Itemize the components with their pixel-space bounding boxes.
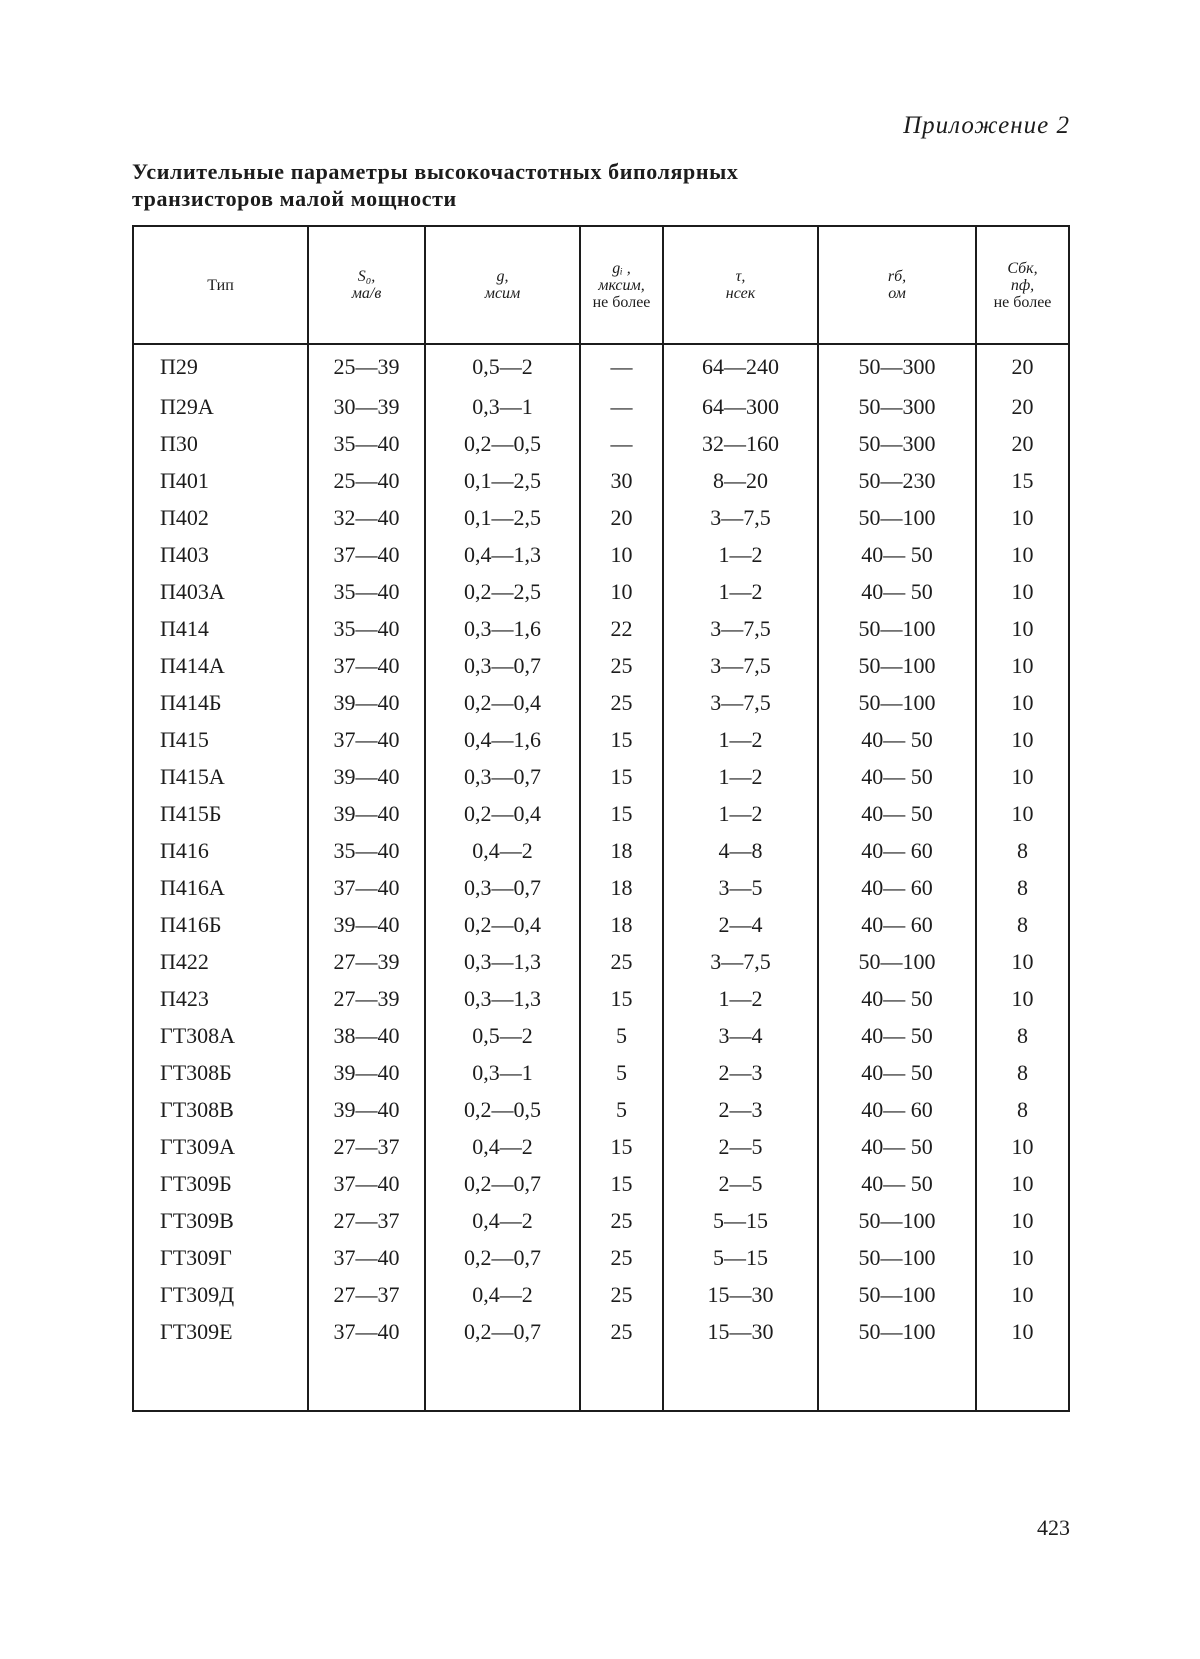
cell-g: 0,1—2,5 bbox=[425, 462, 580, 499]
cell-s0: 39—40 bbox=[308, 1091, 425, 1128]
cell-tau: 4—8 bbox=[663, 832, 818, 869]
cell-cbk: 8 bbox=[976, 906, 1069, 943]
col-header-tau bbox=[663, 226, 818, 344]
col-header-gi-unit: мксим, bbox=[598, 276, 645, 294]
cell-gi: 15 bbox=[580, 758, 663, 795]
cell-tau: 2—3 bbox=[663, 1054, 818, 1091]
col-header-rb-symbol: rб, bbox=[887, 268, 907, 285]
col-header-gi-note: не более bbox=[592, 293, 651, 311]
cell-rb: 50—100 bbox=[818, 647, 976, 684]
cell-cbk: 10 bbox=[976, 758, 1069, 795]
cell-type: П416Б bbox=[133, 906, 308, 943]
col-header-g bbox=[425, 226, 580, 344]
cell-gi: 10 bbox=[580, 573, 663, 610]
cell-g: 0,2—2,5 bbox=[425, 573, 580, 610]
cell-gi: 25 bbox=[580, 1239, 663, 1276]
cell-cbk: 8 bbox=[976, 1091, 1069, 1128]
cell-tau: 3—5 bbox=[663, 869, 818, 906]
cell-s0: 27—39 bbox=[308, 980, 425, 1017]
caption-line-2: транзисторов малой мощности bbox=[132, 186, 457, 211]
col-header-rb bbox=[818, 226, 976, 344]
cell-type: ГТ309Г bbox=[133, 1239, 308, 1276]
cell-rb: 40— 50 bbox=[818, 1017, 976, 1054]
cell-rb: 40— 50 bbox=[818, 536, 976, 573]
cell-type: П422 bbox=[133, 943, 308, 980]
cell-cbk: 10 bbox=[976, 943, 1069, 980]
cell-gi: 15 bbox=[580, 1128, 663, 1165]
col-header-type-label: Тип bbox=[207, 276, 234, 294]
table-row bbox=[133, 869, 1069, 906]
table-row bbox=[133, 610, 1069, 647]
table-row bbox=[133, 1239, 1069, 1276]
cell-gi: 22 bbox=[580, 610, 663, 647]
cell-type: ГТ308А bbox=[133, 1017, 308, 1054]
cell-cbk: 10 bbox=[976, 684, 1069, 721]
caption-line-1: Усилительные параметры высокочастотных биполярных bbox=[132, 159, 739, 184]
cell-cbk: 10 bbox=[976, 610, 1069, 647]
table-row bbox=[133, 344, 1069, 388]
cell-type: П414 bbox=[133, 610, 308, 647]
table-tail-row bbox=[133, 1350, 1069, 1411]
cell-type: П29А bbox=[133, 388, 308, 425]
cell-s0: 25—40 bbox=[308, 462, 425, 499]
cell-rb: 40— 50 bbox=[818, 1128, 976, 1165]
cell-tau: 8—20 bbox=[663, 462, 818, 499]
cell-rb: 50—300 bbox=[818, 425, 976, 462]
cell-rb: 40— 60 bbox=[818, 1091, 976, 1128]
cell-type: П415 bbox=[133, 721, 308, 758]
tail-cell bbox=[580, 1350, 663, 1411]
cell-s0: 35—40 bbox=[308, 573, 425, 610]
cell-gi: 18 bbox=[580, 832, 663, 869]
cell-rb: 50—100 bbox=[818, 1239, 976, 1276]
header-row bbox=[133, 226, 1069, 344]
col-header-s0 bbox=[308, 226, 425, 344]
cell-s0: 27—39 bbox=[308, 943, 425, 980]
cell-gi: 25 bbox=[580, 1202, 663, 1239]
cell-s0: 35—40 bbox=[308, 610, 425, 647]
table-row bbox=[133, 1128, 1069, 1165]
cell-s0: 37—40 bbox=[308, 536, 425, 573]
cell-s0: 39—40 bbox=[308, 684, 425, 721]
cell-gi: 5 bbox=[580, 1054, 663, 1091]
table-row bbox=[133, 1017, 1069, 1054]
col-header-g-symbol: g, bbox=[496, 268, 509, 285]
cell-g: 0,2—0,5 bbox=[425, 1091, 580, 1128]
cell-cbk: 10 bbox=[976, 573, 1069, 610]
col-header-cbk-note: не более bbox=[993, 293, 1052, 311]
cell-tau: 3—7,5 bbox=[663, 943, 818, 980]
cell-s0: 38—40 bbox=[308, 1017, 425, 1054]
cell-g: 0,5—2 bbox=[425, 1017, 580, 1054]
cell-tau: 1—2 bbox=[663, 758, 818, 795]
cell-rb: 40— 50 bbox=[818, 758, 976, 795]
cell-rb: 40— 50 bbox=[818, 1054, 976, 1091]
cell-cbk: 20 bbox=[976, 344, 1069, 388]
cell-cbk: 20 bbox=[976, 425, 1069, 462]
cell-type: П414Б bbox=[133, 684, 308, 721]
table-row bbox=[133, 573, 1069, 610]
col-header-gi bbox=[580, 226, 663, 344]
cell-cbk: 10 bbox=[976, 980, 1069, 1017]
cell-cbk: 15 bbox=[976, 462, 1069, 499]
col-header-tau-unit: нсек bbox=[725, 285, 756, 302]
cell-type: П414А bbox=[133, 647, 308, 684]
cell-cbk: 8 bbox=[976, 832, 1069, 869]
cell-gi: 25 bbox=[580, 1313, 663, 1350]
table-row bbox=[133, 1313, 1069, 1350]
cell-g: 0,1—2,5 bbox=[425, 499, 580, 536]
cell-cbk: 10 bbox=[976, 1165, 1069, 1202]
cell-tau: 1—2 bbox=[663, 536, 818, 573]
cell-type: П402 bbox=[133, 499, 308, 536]
cell-g: 0,3—1,6 bbox=[425, 610, 580, 647]
tail-cell bbox=[308, 1350, 425, 1411]
col-header-tau-symbol: τ, bbox=[735, 268, 746, 285]
cell-type: П403А bbox=[133, 573, 308, 610]
cell-type: ГТ309Б bbox=[133, 1165, 308, 1202]
cell-type: ГТ309Д bbox=[133, 1276, 308, 1313]
table-row bbox=[133, 795, 1069, 832]
cell-type: П403 bbox=[133, 536, 308, 573]
cell-rb: 40— 60 bbox=[818, 832, 976, 869]
cell-cbk: 8 bbox=[976, 1017, 1069, 1054]
cell-tau: 3—7,5 bbox=[663, 499, 818, 536]
cell-s0: 37—40 bbox=[308, 1165, 425, 1202]
cell-cbk: 8 bbox=[976, 869, 1069, 906]
cell-g: 0,4—2 bbox=[425, 1276, 580, 1313]
cell-tau: 2—5 bbox=[663, 1165, 818, 1202]
table-caption bbox=[132, 158, 852, 212]
cell-gi: 15 bbox=[580, 1165, 663, 1202]
cell-g: 0,2—0,7 bbox=[425, 1313, 580, 1350]
cell-type: П423 bbox=[133, 980, 308, 1017]
table-row bbox=[133, 684, 1069, 721]
cell-g: 0,3—0,7 bbox=[425, 758, 580, 795]
tail-cell bbox=[133, 1350, 308, 1411]
table-row bbox=[133, 1165, 1069, 1202]
cell-tau: 15—30 bbox=[663, 1313, 818, 1350]
tail-cell bbox=[663, 1350, 818, 1411]
cell-tau: 1—2 bbox=[663, 573, 818, 610]
cell-type: ГТ309Е bbox=[133, 1313, 308, 1350]
cell-cbk: 10 bbox=[976, 647, 1069, 684]
col-header-g-unit: мсим bbox=[484, 285, 521, 302]
cell-tau: 15—30 bbox=[663, 1276, 818, 1313]
table-row bbox=[133, 536, 1069, 573]
cell-rb: 50—300 bbox=[818, 344, 976, 388]
table-row bbox=[133, 980, 1069, 1017]
table-row bbox=[133, 721, 1069, 758]
cell-type: ГТ308В bbox=[133, 1091, 308, 1128]
cell-s0: 39—40 bbox=[308, 906, 425, 943]
cell-g: 0,5—2 bbox=[425, 344, 580, 388]
cell-gi: 15 bbox=[580, 795, 663, 832]
cell-gi: 25 bbox=[580, 943, 663, 980]
cell-cbk: 10 bbox=[976, 1276, 1069, 1313]
cell-type: ГТ309В bbox=[133, 1202, 308, 1239]
cell-s0: 27—37 bbox=[308, 1128, 425, 1165]
cell-s0: 37—40 bbox=[308, 647, 425, 684]
cell-g: 0,4—1,3 bbox=[425, 536, 580, 573]
cell-g: 0,2—0,4 bbox=[425, 684, 580, 721]
cell-tau: 5—15 bbox=[663, 1239, 818, 1276]
table-row bbox=[133, 906, 1069, 943]
col-header-type bbox=[133, 226, 308, 344]
cell-cbk: 10 bbox=[976, 1239, 1069, 1276]
cell-cbk: 8 bbox=[976, 1054, 1069, 1091]
cell-cbk: 10 bbox=[976, 795, 1069, 832]
cell-gi: 25 bbox=[580, 1276, 663, 1313]
cell-tau: 5—15 bbox=[663, 1202, 818, 1239]
cell-type: П415А bbox=[133, 758, 308, 795]
cell-gi: 20 bbox=[580, 499, 663, 536]
cell-type: П401 bbox=[133, 462, 308, 499]
table-row bbox=[133, 647, 1069, 684]
table-row bbox=[133, 832, 1069, 869]
cell-tau: 1—2 bbox=[663, 721, 818, 758]
cell-tau: 2—4 bbox=[663, 906, 818, 943]
col-header-cbk-symbol: Cбк, bbox=[1007, 259, 1038, 277]
cell-gi: 5 bbox=[580, 1017, 663, 1054]
cell-gi: 10 bbox=[580, 536, 663, 573]
tail-cell bbox=[818, 1350, 976, 1411]
cell-gi: 18 bbox=[580, 906, 663, 943]
cell-gi: 5 bbox=[580, 1091, 663, 1128]
parameters-table bbox=[132, 225, 1070, 1412]
col-header-cbk bbox=[976, 226, 1069, 344]
cell-type: П30 bbox=[133, 425, 308, 462]
cell-type: П416 bbox=[133, 832, 308, 869]
table-body bbox=[133, 344, 1069, 1411]
cell-tau: 3—7,5 bbox=[663, 647, 818, 684]
cell-rb: 50—100 bbox=[818, 1276, 976, 1313]
cell-tau: 3—4 bbox=[663, 1017, 818, 1054]
cell-g: 0,2—0,7 bbox=[425, 1165, 580, 1202]
cell-s0: 27—37 bbox=[308, 1202, 425, 1239]
col-header-s0-symbol: S₀, bbox=[357, 268, 376, 285]
cell-rb: 40— 50 bbox=[818, 795, 976, 832]
cell-gi: 25 bbox=[580, 647, 663, 684]
cell-gi: — bbox=[580, 425, 663, 462]
cell-tau: 1—2 bbox=[663, 795, 818, 832]
cell-s0: 25—39 bbox=[308, 344, 425, 388]
table-row bbox=[133, 1054, 1069, 1091]
cell-g: 0,3—0,7 bbox=[425, 647, 580, 684]
cell-rb: 40— 50 bbox=[818, 1165, 976, 1202]
cell-type: ГТ308Б bbox=[133, 1054, 308, 1091]
cell-cbk: 10 bbox=[976, 1313, 1069, 1350]
cell-g: 0,3—1,3 bbox=[425, 980, 580, 1017]
cell-gi: 15 bbox=[580, 721, 663, 758]
cell-g: 0,4—2 bbox=[425, 1202, 580, 1239]
cell-s0: 35—40 bbox=[308, 425, 425, 462]
cell-g: 0,3—1,3 bbox=[425, 943, 580, 980]
page-number: 423 bbox=[1037, 1515, 1070, 1540]
cell-cbk: 10 bbox=[976, 1202, 1069, 1239]
cell-g: 0,2—0,5 bbox=[425, 425, 580, 462]
cell-g: 0,4—2 bbox=[425, 1128, 580, 1165]
cell-s0: 30—39 bbox=[308, 388, 425, 425]
cell-s0: 37—40 bbox=[308, 721, 425, 758]
cell-tau: 2—3 bbox=[663, 1091, 818, 1128]
cell-tau: 3—7,5 bbox=[663, 610, 818, 647]
cell-cbk: 10 bbox=[976, 536, 1069, 573]
cell-rb: 50—100 bbox=[818, 684, 976, 721]
table-row bbox=[133, 499, 1069, 536]
cell-s0: 27—37 bbox=[308, 1276, 425, 1313]
cell-s0: 32—40 bbox=[308, 499, 425, 536]
table-row bbox=[133, 425, 1069, 462]
tail-cell bbox=[976, 1350, 1069, 1411]
cell-g: 0,3—1 bbox=[425, 1054, 580, 1091]
table-row bbox=[133, 1091, 1069, 1128]
table-row bbox=[133, 462, 1069, 499]
table-row bbox=[133, 1202, 1069, 1239]
cell-tau: 32—160 bbox=[663, 425, 818, 462]
cell-tau: 64—300 bbox=[663, 388, 818, 425]
cell-type: П416А bbox=[133, 869, 308, 906]
cell-rb: 50—100 bbox=[818, 1313, 976, 1350]
cell-g: 0,4—1,6 bbox=[425, 721, 580, 758]
cell-rb: 40— 50 bbox=[818, 721, 976, 758]
cell-s0: 37—40 bbox=[308, 1239, 425, 1276]
col-header-s0-unit: ма/в bbox=[351, 285, 382, 302]
cell-gi: 18 bbox=[580, 869, 663, 906]
cell-tau: 1—2 bbox=[663, 980, 818, 1017]
cell-rb: 40— 50 bbox=[818, 980, 976, 1017]
cell-gi: — bbox=[580, 388, 663, 425]
cell-gi: 15 bbox=[580, 980, 663, 1017]
cell-cbk: 10 bbox=[976, 1128, 1069, 1165]
tail-cell bbox=[425, 1350, 580, 1411]
table-row bbox=[133, 1276, 1069, 1313]
cell-gi: 30 bbox=[580, 462, 663, 499]
col-header-rb-unit: ом bbox=[888, 285, 906, 302]
cell-tau: 3—7,5 bbox=[663, 684, 818, 721]
cell-rb: 50—100 bbox=[818, 610, 976, 647]
cell-type: П29 bbox=[133, 344, 308, 388]
cell-rb: 50—100 bbox=[818, 943, 976, 980]
cell-rb: 40— 60 bbox=[818, 906, 976, 943]
cell-g: 0,3—1 bbox=[425, 388, 580, 425]
cell-gi: — bbox=[580, 344, 663, 388]
col-header-cbk-unit: пф, bbox=[1010, 276, 1035, 294]
cell-g: 0,2—0,7 bbox=[425, 1239, 580, 1276]
cell-s0: 39—40 bbox=[308, 758, 425, 795]
cell-type: ГТ309А bbox=[133, 1128, 308, 1165]
cell-g: 0,2—0,4 bbox=[425, 795, 580, 832]
table-row bbox=[133, 943, 1069, 980]
cell-cbk: 10 bbox=[976, 499, 1069, 536]
cell-s0: 39—40 bbox=[308, 795, 425, 832]
cell-s0: 39—40 bbox=[308, 1054, 425, 1091]
cell-rb: 40— 60 bbox=[818, 869, 976, 906]
cell-s0: 37—40 bbox=[308, 869, 425, 906]
appendix-label: Приложение 2 bbox=[903, 112, 1070, 139]
cell-rb: 40— 50 bbox=[818, 573, 976, 610]
table-row bbox=[133, 758, 1069, 795]
cell-cbk: 10 bbox=[976, 721, 1069, 758]
cell-rb: 50—300 bbox=[818, 388, 976, 425]
parameters-table-wrapper bbox=[132, 225, 1068, 1412]
cell-cbk: 20 bbox=[976, 388, 1069, 425]
cell-type: П415Б bbox=[133, 795, 308, 832]
cell-s0: 35—40 bbox=[308, 832, 425, 869]
cell-rb: 50—230 bbox=[818, 462, 976, 499]
cell-g: 0,4—2 bbox=[425, 832, 580, 869]
cell-gi: 25 bbox=[580, 684, 663, 721]
cell-s0: 37—40 bbox=[308, 1313, 425, 1350]
cell-rb: 50—100 bbox=[818, 1202, 976, 1239]
cell-g: 0,2—0,4 bbox=[425, 906, 580, 943]
col-header-gi-symbol: gᵢ , bbox=[612, 259, 631, 277]
table-row bbox=[133, 388, 1069, 425]
cell-tau: 64—240 bbox=[663, 344, 818, 388]
cell-tau: 2—5 bbox=[663, 1128, 818, 1165]
cell-rb: 50—100 bbox=[818, 499, 976, 536]
cell-g: 0,3—0,7 bbox=[425, 869, 580, 906]
